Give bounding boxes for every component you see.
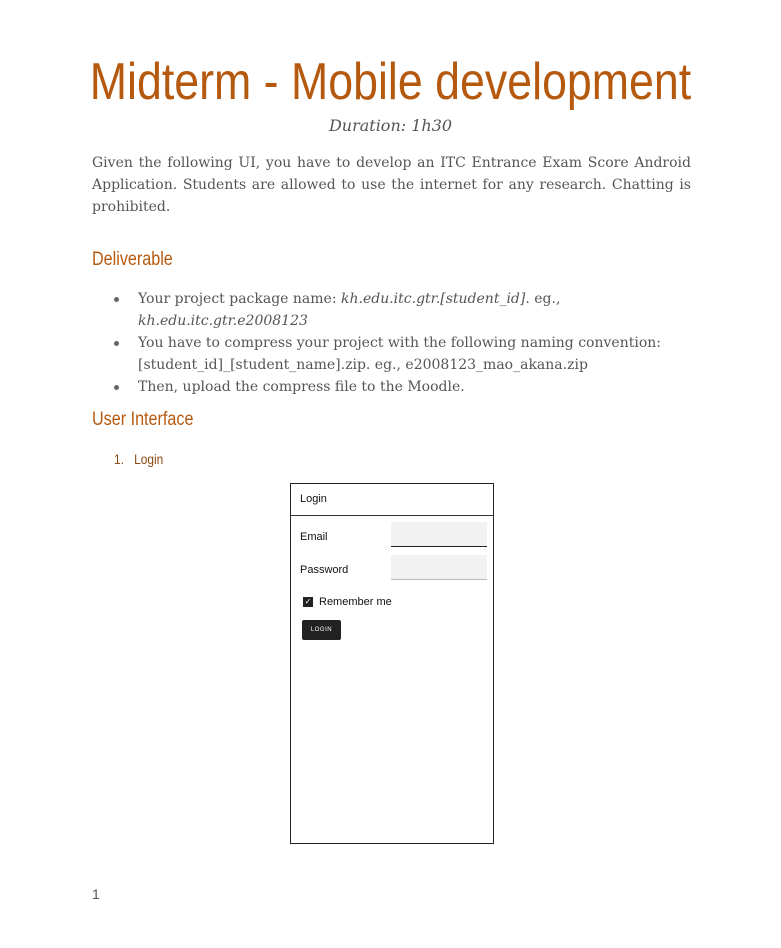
bullet-icon [114, 341, 119, 346]
remember-me-checkbox[interactable]: ✓ [304, 597, 312, 606]
item-label: Login [134, 451, 164, 467]
item-number: 1. [114, 451, 124, 467]
list-item [92, 332, 712, 376]
package-name-pattern: kh.edu.itc.gtr.[student_id] [341, 291, 526, 307]
password-label: Password [300, 564, 349, 576]
remember-me-label: Remember me [319, 596, 392, 608]
eg-text: . eg., [525, 291, 561, 307]
bullet-icon [114, 385, 119, 390]
login-screen-mockup [290, 483, 494, 844]
numbered-item-login [114, 451, 163, 467]
deliverable-list [92, 288, 712, 398]
email-label: Email [300, 531, 328, 543]
duration-subtitle: Duration: 1h30 [328, 116, 453, 135]
password-field[interactable] [391, 555, 487, 580]
email-field[interactable] [391, 522, 487, 547]
upload-instruction-text: Then, upload the compress file to the Moodle. [138, 379, 465, 395]
intro-paragraph: Given the following UI, you have to develop an ITC Entrance Exam Score Android Application. Students are allowed to use the internet for any research. Chatting is prohibited. [92, 155, 691, 215]
user-interface-heading: User Interface [92, 409, 194, 430]
page-number: 1 [92, 886, 100, 902]
package-name-example: kh.edu.itc.gtr.e2008123 [138, 313, 308, 329]
login-button[interactable]: LOGIN [302, 620, 341, 640]
package-name-label: Your project package name: [138, 291, 342, 307]
bullet-icon [114, 297, 119, 302]
list-item [92, 288, 712, 332]
deliverable-heading: Deliverable [92, 249, 173, 270]
list-item [92, 376, 712, 398]
naming-convention-text: You have to compress your project with the following naming convention: [student_id]_[student_name].zip. eg., e2008123_mao_akana.zip [138, 335, 661, 373]
document-title: Midterm - Mobile development [89, 53, 692, 111]
app-bar-title: Login [291, 484, 493, 516]
